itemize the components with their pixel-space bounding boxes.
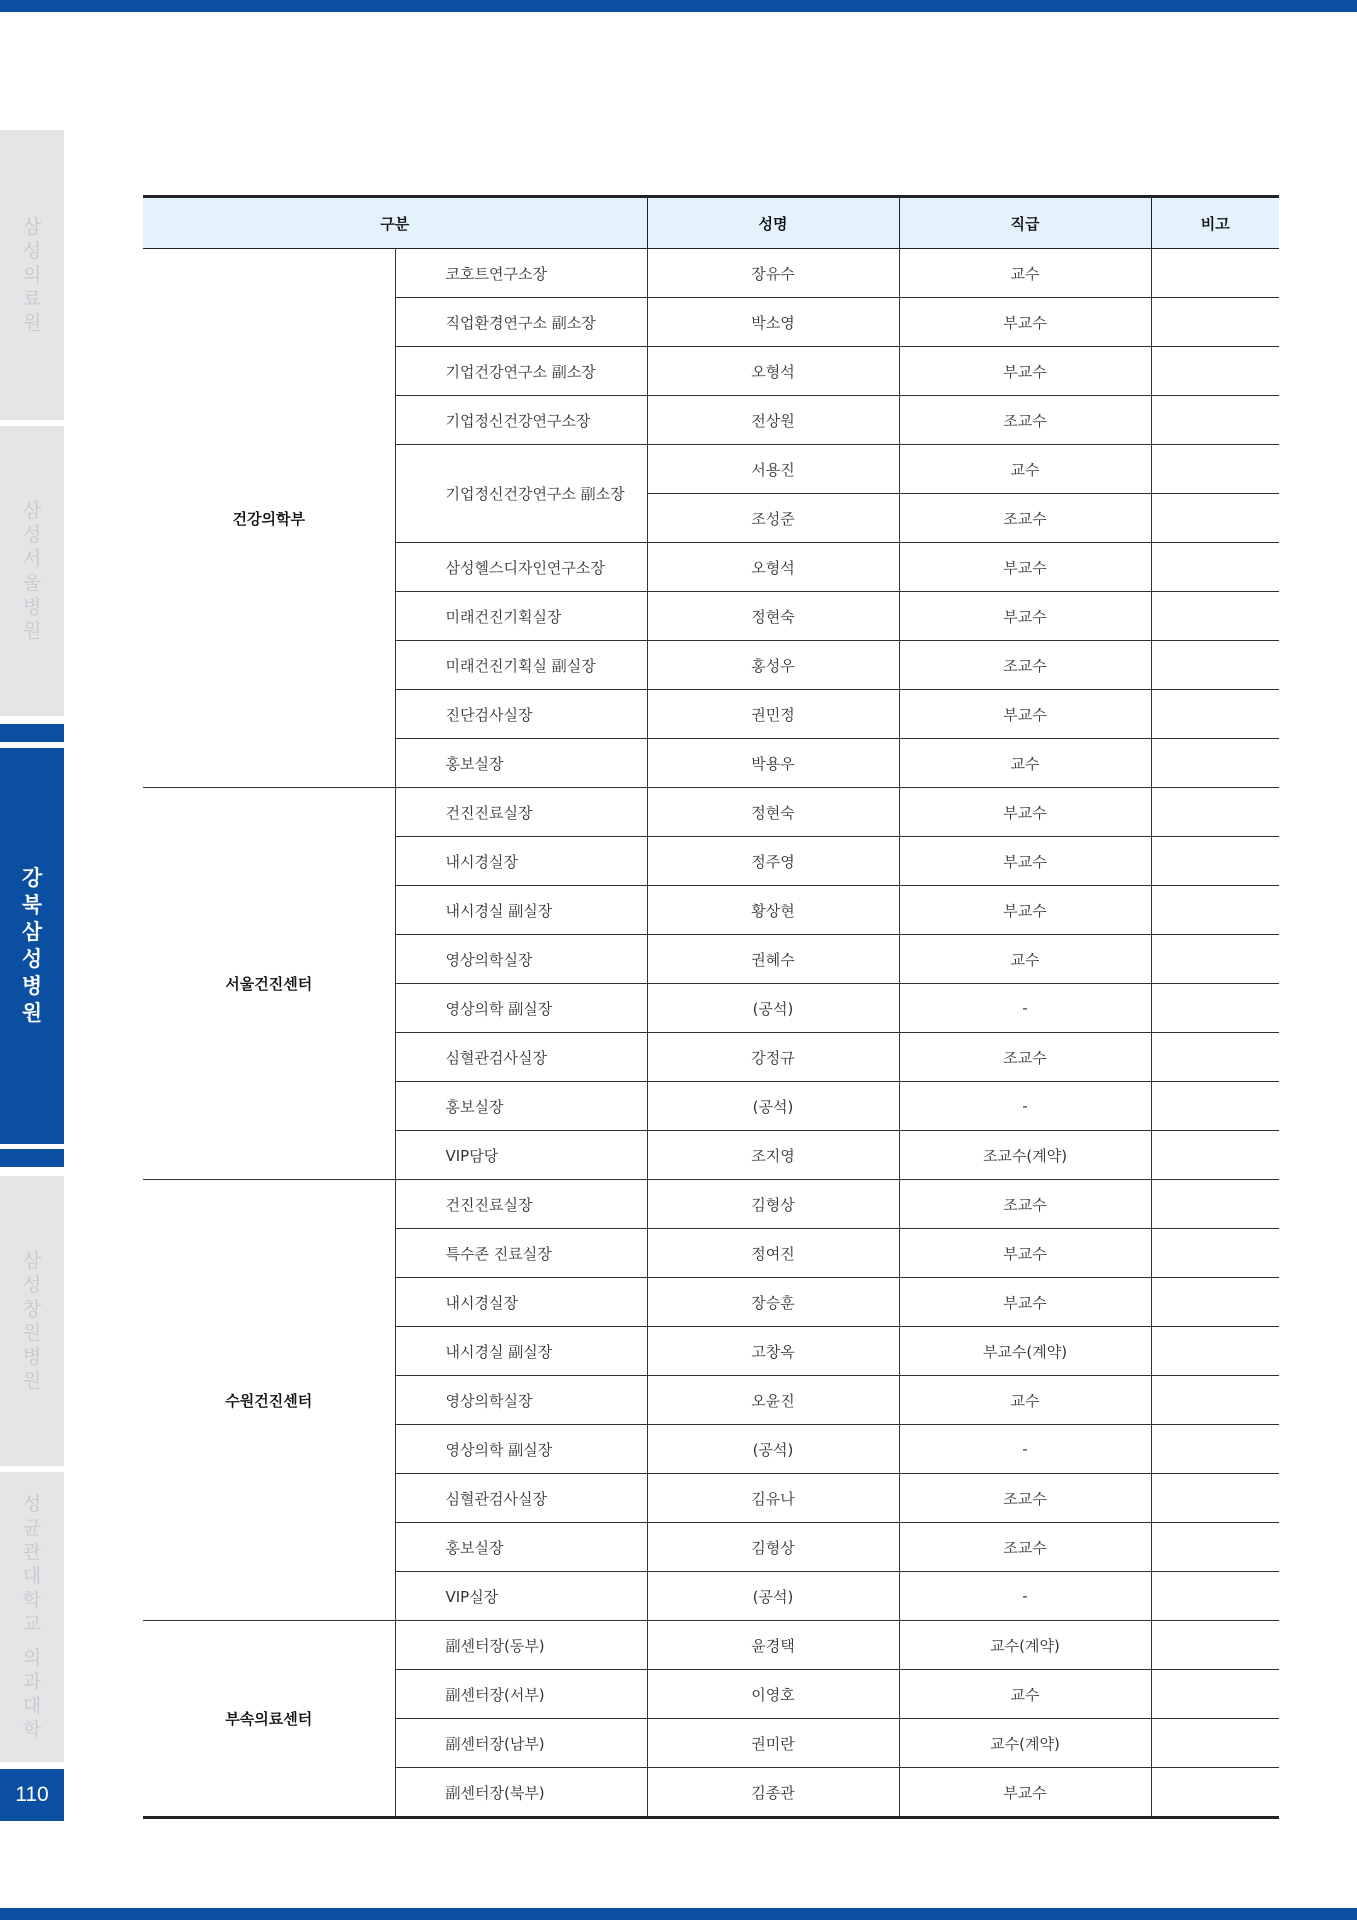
position-cell: 내시경실장 <box>395 837 647 886</box>
note-cell <box>1151 788 1279 837</box>
table-row <box>143 1621 1279 1670</box>
table-row <box>143 249 1279 298</box>
note-cell <box>1151 935 1279 984</box>
rank-cell: 부교수 <box>899 788 1151 837</box>
note-cell <box>1151 396 1279 445</box>
position-cell: 副센터장(서부) <box>395 1670 647 1719</box>
name-cell: 김종관 <box>647 1768 899 1818</box>
rank-cell: 조교수 <box>899 1474 1151 1523</box>
name-cell: 장승훈 <box>647 1278 899 1327</box>
department-cell: 부속의료센터 <box>143 1621 395 1818</box>
side-tab-char: 삼 <box>22 216 42 238</box>
name-cell: 서용진 <box>647 445 899 494</box>
note-cell <box>1151 1768 1279 1818</box>
note-cell <box>1151 1180 1279 1229</box>
position-cell: 기업정신건강연구소 副소장 <box>395 445 647 543</box>
position-cell: 기업정신건강연구소장 <box>395 396 647 445</box>
side-tab-char: 원 <box>22 1322 42 1344</box>
department-cell: 건강의학부 <box>143 249 395 788</box>
side-tab-char: 창 <box>22 1298 42 1320</box>
rank-cell: - <box>899 1572 1151 1621</box>
position-cell: 심혈관검사실장 <box>395 1474 647 1523</box>
position-cell: 副센터장(동부) <box>395 1621 647 1670</box>
position-cell: 미래건진기획실장 <box>395 592 647 641</box>
header-name: 성명 <box>647 197 899 249</box>
name-cell: 장유수 <box>647 249 899 298</box>
name-cell: 이영호 <box>647 1670 899 1719</box>
position-cell: 내시경실 副실장 <box>395 1327 647 1376</box>
side-tab-samsung-seoul-hospital[interactable] <box>0 426 64 716</box>
side-tab-char: 서 <box>22 548 42 570</box>
rank-cell: 교수 <box>899 1376 1151 1425</box>
table-row <box>143 788 1279 837</box>
note-cell <box>1151 1131 1279 1180</box>
position-cell: 진단검사실장 <box>395 690 647 739</box>
note-cell <box>1151 1327 1279 1376</box>
note-cell <box>1151 1376 1279 1425</box>
side-tab-skku-medical-school[interactable] <box>0 1472 64 1762</box>
note-cell <box>1151 592 1279 641</box>
department-cell: 수원건진센터 <box>143 1180 395 1621</box>
rank-cell: 조교수 <box>899 1033 1151 1082</box>
name-cell: 김형상 <box>647 1523 899 1572</box>
header-category: 구분 <box>143 197 647 249</box>
rank-cell: - <box>899 984 1151 1033</box>
name-cell: (공석) <box>647 1572 899 1621</box>
side-tab-char: 학 <box>22 1589 42 1611</box>
note-cell <box>1151 1474 1279 1523</box>
top-accent-bar <box>0 0 1357 12</box>
rank-cell: 부교수 <box>899 592 1151 641</box>
position-cell: 직업환경연구소 副소장 <box>395 298 647 347</box>
name-cell: 정현숙 <box>647 592 899 641</box>
name-cell: 김유나 <box>647 1474 899 1523</box>
name-cell: 김형상 <box>647 1180 899 1229</box>
name-cell: 박용우 <box>647 739 899 788</box>
position-cell: 영상의학실장 <box>395 1376 647 1425</box>
note-cell <box>1151 690 1279 739</box>
header-rank: 직급 <box>899 197 1151 249</box>
rank-cell: 부교수 <box>899 1768 1151 1818</box>
rank-cell: 교수 <box>899 249 1151 298</box>
side-tab-char: 원 <box>22 1370 42 1392</box>
bottom-accent-bar <box>0 1908 1357 1920</box>
note-cell <box>1151 1425 1279 1474</box>
position-cell: 코호트연구소장 <box>395 249 647 298</box>
side-tab-char: 균 <box>22 1517 42 1539</box>
rank-cell: 교수 <box>899 445 1151 494</box>
table-row <box>143 1180 1279 1229</box>
position-cell: 副센터장(남부) <box>395 1719 647 1768</box>
name-cell: 조지영 <box>647 1131 899 1180</box>
name-cell: 황상현 <box>647 886 899 935</box>
note-cell <box>1151 1033 1279 1082</box>
rank-cell: 부교수(계약) <box>899 1327 1151 1376</box>
rank-cell: 교수(계약) <box>899 1719 1151 1768</box>
position-cell: 건진진료실장 <box>395 788 647 837</box>
name-cell: 윤경택 <box>647 1621 899 1670</box>
side-tab-char: 료 <box>22 288 42 310</box>
name-cell: 권민정 <box>647 690 899 739</box>
side-tab-char: 울 <box>22 572 42 594</box>
staff-table <box>143 195 1279 1819</box>
note-cell <box>1151 984 1279 1033</box>
note-cell <box>1151 445 1279 494</box>
note-cell <box>1151 1229 1279 1278</box>
note-cell <box>1151 1523 1279 1572</box>
position-cell: 심혈관검사실장 <box>395 1033 647 1082</box>
note-cell <box>1151 1572 1279 1621</box>
name-cell: 권미란 <box>647 1719 899 1768</box>
position-cell: 기업건강연구소 副소장 <box>395 347 647 396</box>
note-cell <box>1151 1278 1279 1327</box>
side-tab-char: 의 <box>22 1647 42 1669</box>
position-cell: 특수존 진료실장 <box>395 1229 647 1278</box>
rank-cell: 부교수 <box>899 543 1151 592</box>
note-cell <box>1151 886 1279 935</box>
name-cell: 오윤진 <box>647 1376 899 1425</box>
side-tab-samsung-medical-center[interactable] <box>0 130 64 420</box>
rank-cell: 조교수(계약) <box>899 1131 1151 1180</box>
note-cell <box>1151 543 1279 592</box>
side-tab-char: 의 <box>22 264 42 286</box>
rank-cell: 부교수 <box>899 1229 1151 1278</box>
rank-cell: 교수 <box>899 739 1151 788</box>
name-cell: 권혜수 <box>647 935 899 984</box>
side-tab-char: 관 <box>22 1541 42 1563</box>
name-cell: 오형석 <box>647 347 899 396</box>
side-tab-char: 원 <box>21 1001 43 1025</box>
side-tab-char: 병 <box>22 596 42 618</box>
name-cell: 정현숙 <box>647 788 899 837</box>
note-cell <box>1151 1670 1279 1719</box>
note-cell <box>1151 1621 1279 1670</box>
note-cell <box>1151 347 1279 396</box>
note-cell <box>1151 1719 1279 1768</box>
position-cell: 홍보실장 <box>395 739 647 788</box>
note-cell <box>1151 494 1279 543</box>
position-cell: 삼성헬스디자인연구소장 <box>395 543 647 592</box>
rank-cell: 교수 <box>899 935 1151 984</box>
rank-cell: 부교수 <box>899 298 1151 347</box>
position-cell: 건진진료실장 <box>395 1180 647 1229</box>
position-cell: VIP담당 <box>395 1131 647 1180</box>
rank-cell: 조교수 <box>899 1523 1151 1572</box>
name-cell: 오형석 <box>647 543 899 592</box>
name-cell: 조성준 <box>647 494 899 543</box>
position-cell: 영상의학실장 <box>395 935 647 984</box>
side-tab-char: 성 <box>22 1493 42 1515</box>
side-tab-char: 삼 <box>21 920 43 944</box>
position-cell: 홍보실장 <box>395 1082 647 1131</box>
name-cell: (공석) <box>647 1082 899 1131</box>
name-cell: 정여진 <box>647 1229 899 1278</box>
name-cell: 전상원 <box>647 396 899 445</box>
position-cell: 홍보실장 <box>395 1523 647 1572</box>
side-tab-char: 대 <box>22 1695 42 1717</box>
rank-cell: 교수 <box>899 1670 1151 1719</box>
side-tab-char: 삼 <box>22 1250 42 1272</box>
side-stripe-top <box>0 724 64 742</box>
side-tab-char: 삼 <box>22 500 42 522</box>
rank-cell: 조교수 <box>899 494 1151 543</box>
rank-cell: 조교수 <box>899 641 1151 690</box>
side-tab-char: 교 <box>22 1613 42 1635</box>
side-tab-char: 성 <box>22 1274 42 1296</box>
rank-cell: 부교수 <box>899 1278 1151 1327</box>
position-cell: 영상의학 副실장 <box>395 1425 647 1474</box>
name-cell: 강정규 <box>647 1033 899 1082</box>
side-tab-samsung-changwon-hospital[interactable] <box>0 1176 64 1466</box>
note-cell <box>1151 298 1279 347</box>
side-tab-char: 북 <box>21 893 43 917</box>
header-note: 비고 <box>1151 197 1279 249</box>
side-tab-char: 원 <box>22 312 42 334</box>
side-tab-char: 성 <box>22 524 42 546</box>
side-tab-char: 강 <box>21 866 43 890</box>
side-tab-char: 성 <box>21 947 43 971</box>
position-cell: 내시경실장 <box>395 1278 647 1327</box>
position-cell: 副센터장(북부) <box>395 1768 647 1818</box>
rank-cell: 부교수 <box>899 886 1151 935</box>
note-cell <box>1151 739 1279 788</box>
rank-cell: 교수(계약) <box>899 1621 1151 1670</box>
name-cell: (공석) <box>647 1425 899 1474</box>
rank-cell: - <box>899 1425 1151 1474</box>
rank-cell: 부교수 <box>899 837 1151 886</box>
side-stripe-bottom <box>0 1149 64 1167</box>
name-cell: 정주영 <box>647 837 899 886</box>
rank-cell: 부교수 <box>899 690 1151 739</box>
rank-cell: - <box>899 1082 1151 1131</box>
note-cell <box>1151 641 1279 690</box>
table-header-row <box>143 197 1279 249</box>
side-tab-char: 성 <box>22 240 42 262</box>
name-cell: 홍성우 <box>647 641 899 690</box>
name-cell: 고창옥 <box>647 1327 899 1376</box>
name-cell: 박소영 <box>647 298 899 347</box>
position-cell: 영상의학 副실장 <box>395 984 647 1033</box>
department-cell: 서울건진센터 <box>143 788 395 1180</box>
rank-cell: 조교수 <box>899 1180 1151 1229</box>
side-tab-char <box>29 1636 35 1646</box>
note-cell <box>1151 1082 1279 1131</box>
side-tab-kangbuk-samsung-hospital[interactable] <box>0 748 64 1144</box>
side-tab-char: 대 <box>22 1565 42 1587</box>
position-cell: VIP실장 <box>395 1572 647 1621</box>
rank-cell: 부교수 <box>899 347 1151 396</box>
note-cell <box>1151 249 1279 298</box>
side-tab-char: 학 <box>22 1719 42 1741</box>
rank-cell: 조교수 <box>899 396 1151 445</box>
position-cell: 미래건진기획실 副실장 <box>395 641 647 690</box>
side-tab-char: 과 <box>22 1671 42 1693</box>
name-cell: (공석) <box>647 984 899 1033</box>
note-cell <box>1151 837 1279 886</box>
page-number: 110 <box>0 1769 64 1821</box>
side-tab-char: 병 <box>22 1346 42 1368</box>
position-cell: 내시경실 副실장 <box>395 886 647 935</box>
side-tab-char: 병 <box>21 974 43 998</box>
side-tab-char: 원 <box>22 620 42 642</box>
